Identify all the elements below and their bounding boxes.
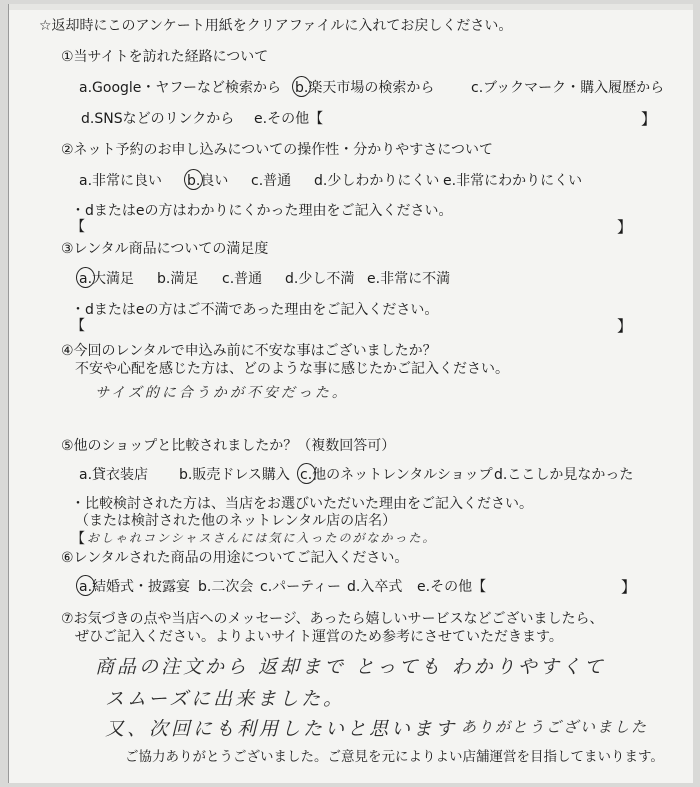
q5-reason-prompt-2: （または検討された他のネットレンタル店の店名） — [75, 513, 397, 529]
q6-selected-circle — [76, 575, 95, 596]
q6-option-a[interactable]: a.結婚式・披露宴 — [79, 579, 191, 595]
q3-option-d[interactable]: d.少し不満 — [285, 271, 355, 287]
q7-handwritten-line-2: スムーズに出来ました。 — [105, 688, 346, 710]
q3-bracket-open: 【 — [71, 318, 85, 334]
q3-option-b[interactable]: b.満足 — [157, 271, 199, 287]
q2-option-d[interactable]: d.少しわかりにくい — [314, 173, 440, 189]
q1-selected-circle — [292, 76, 311, 97]
q6-option-d[interactable]: d.入卒式 — [347, 579, 403, 595]
q3-selected-circle — [76, 267, 95, 288]
q3-option-e[interactable]: e.非常に不満 — [367, 271, 451, 287]
q5-title: ⑤他のショップと比較されましたか？（複数回答可） — [61, 438, 396, 454]
q7-handwritten-line-1: 商品の注文から 返却まで とっても わかりやすくて — [95, 656, 606, 678]
q7-title: ⑦お気づきの点や当店へのメッセージ、あったら嬉しいサービスなどございましたら、 — [61, 611, 604, 627]
q5-selected-circle — [297, 463, 316, 484]
survey-sheet — [8, 4, 693, 783]
q1-bracket-close: 】 — [641, 110, 657, 128]
q2-option-b[interactable]: b.良い — [187, 173, 229, 189]
q3-option-c[interactable]: c.普通 — [222, 271, 263, 287]
q5-option-c[interactable]: c.他のネットレンタルショップ — [300, 467, 493, 483]
q2-bracket-close: 】 — [617, 218, 633, 236]
q3-option-a[interactable]: a.大満足 — [79, 271, 135, 287]
q1-option-c[interactable]: c.ブックマーク・購入履歴から — [471, 80, 665, 96]
sheet-top-edge — [9, 4, 693, 10]
footer-thanks: ご協力ありがとうございました。ご意見を元によりよい店舗運営を目指してまいります。 — [125, 749, 664, 765]
q7-subtitle: ぜひご記入ください。よりよいサイト運営のため参考にさせていただきます。 — [75, 629, 563, 645]
q5-reason-prompt: ・比較検討された方は、当店をお選びいただいた理由をご記入ください。 — [71, 496, 533, 512]
q3-bracket-close: 】 — [617, 317, 633, 335]
q2-title: ②ネット予約のお申し込みについての操作性・分かりやすさについて — [61, 142, 493, 158]
q1-option-a[interactable]: a.Google・ヤフーなど検索から — [79, 80, 281, 96]
q2-option-c[interactable]: c.普通 — [251, 173, 292, 189]
q2-bracket-open: 【 — [71, 219, 85, 235]
q4-subtitle: 不安や心配を感じた方は、どのような事に感じたかご記入ください。 — [75, 361, 509, 377]
q1-option-b[interactable]: b.楽天市場の検索から — [295, 80, 435, 96]
q7-handwritten-line-3: 又、次回にも利用したいと思います — [105, 718, 458, 740]
q6-bracket-close: 】 — [621, 578, 637, 596]
q1-option-d[interactable]: d.SNSなどのリンクから — [81, 111, 235, 127]
q3-reason-prompt: ・dまたはeの方はご不満であった理由をご記入ください。 — [71, 302, 439, 318]
q6-title: ⑥レンタルされた商品の用途についてご記入ください。 — [61, 550, 409, 566]
q5-bracket-open: 【 — [71, 531, 85, 547]
q2-option-a[interactable]: a.非常に良い — [79, 173, 163, 189]
header-note: ☆返却時にこのアンケート用紙をクリアファイルに入れてお戻しください。 — [39, 18, 513, 34]
q2-selected-circle — [184, 169, 203, 190]
q3-title: ③レンタル商品についての満足度 — [61, 241, 269, 257]
q5-option-d[interactable]: d.ここしか見なかった — [494, 467, 634, 483]
q4-title: ④今回のレンタルで申込み前に不安な事はございましたか？ — [61, 343, 437, 359]
q7-handwritten-line-4: ありがとうございました — [461, 718, 649, 736]
q1-option-e[interactable]: e.その他【 — [254, 111, 324, 127]
q5-option-a[interactable]: a.貸衣装店 — [79, 467, 149, 483]
q6-option-e[interactable]: e.その他【 — [417, 579, 487, 595]
q2-option-e[interactable]: e.非常にわかりにくい — [443, 173, 583, 189]
q6-option-b[interactable]: b.二次会 — [198, 579, 254, 595]
q5-option-b[interactable]: b.販売ドレス購入 — [179, 467, 290, 483]
q4-handwritten-answer: サイズ的に合うかが不安だった。 — [95, 385, 349, 401]
q6-option-c[interactable]: c.パーティー — [260, 579, 342, 595]
q1-title: ①当サイトを訪れた経路について — [61, 49, 269, 65]
q5-handwritten-answer: おしゃれコンシャスさんには気に入ったのがなかった。 — [87, 531, 437, 545]
q2-reason-prompt: ・dまたはeの方はわかりにくかった理由をご記入ください。 — [71, 203, 453, 219]
